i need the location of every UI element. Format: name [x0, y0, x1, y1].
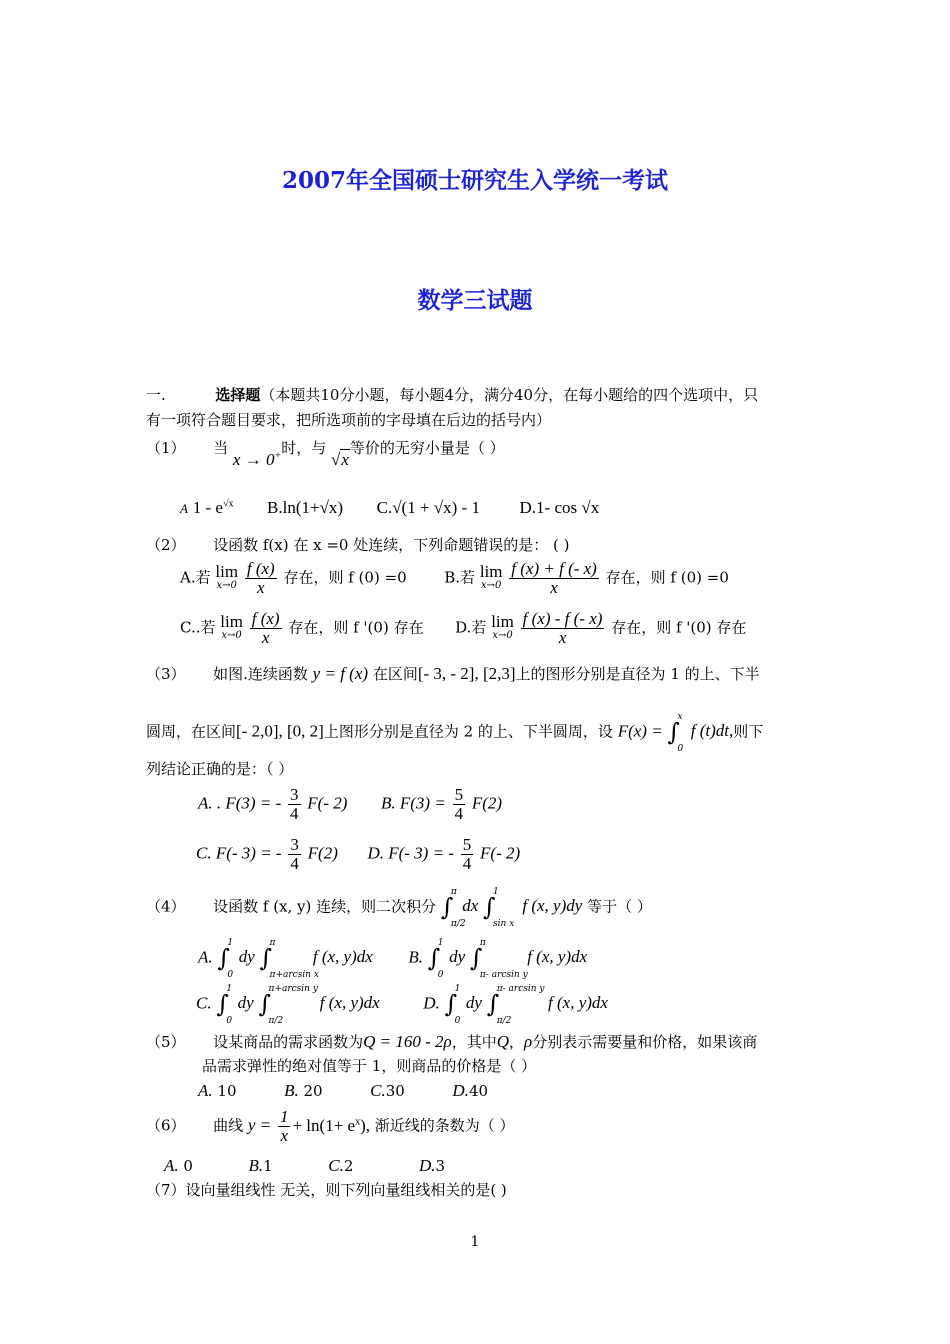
q5-opt-d-label: D. [452, 1081, 469, 1100]
q4-opt-a-tail: f (x, y)dx [312, 947, 373, 967]
q3-opt-b-tail: F(2) [471, 793, 503, 813]
section-number: 一. [146, 386, 166, 404]
q1-text-c: 等价的无穷小量是（ ） [349, 439, 505, 457]
q5-opt-b-label: B. [284, 1081, 299, 1100]
q2-opt-d-label: D.若 [455, 618, 487, 637]
q3-frac-d: $\frac{5}{4}$ [462, 835, 472, 873]
q2-opt-b-tail: 存在，则 f (0) =0 [605, 568, 729, 587]
q3-line2c: 则下 [733, 722, 764, 741]
q2-opt-d-tail: 存在，则 f '(0) 存在 [611, 618, 747, 637]
q4-integral-1: ∫ π π/2 [440, 887, 466, 929]
q2-opt-c-tail: 存在，则 f '(0) 存在 [288, 618, 424, 637]
q4-opt-d-label: D. [423, 993, 440, 1013]
q2-opt-c-label: C..若 [180, 618, 216, 637]
q2-lim-a: lim x→0 [215, 561, 239, 591]
question-7: （7）设向量组线性 无关，则下列向量组线相关的是( ) [146, 1181, 507, 1199]
q4-opt-c-label: C. [196, 993, 212, 1013]
q5-line1d: 分别表示需要量和价格，如果该商 [532, 1033, 758, 1051]
q5-opt-c-label: C. [370, 1081, 386, 1100]
q3-opt-d-tail: F(- 2) [480, 843, 521, 863]
q4-integral-2: ∫ 1 sin x [483, 887, 515, 929]
q4-opt-c-int1: ∫ 1 0 [216, 984, 233, 1026]
section-label: 选择题 [215, 386, 261, 404]
q3-line1c: 上的图形分别是直径为 1 的上、下半 [515, 665, 760, 683]
q3-interval1: [- 3, - 2], [2,3] [417, 664, 516, 683]
q4-opt-a-int2: ∫ π π+arcsin x [259, 938, 319, 980]
q4-text-b: 等于（ ） [587, 897, 652, 916]
q6-opt-d-label: D. [418, 1156, 436, 1175]
q2-text: 设函数 f(x) 在 x =0 处连续，下列命题错误的是： ( ) [213, 536, 570, 554]
q1-condition: x → 0+ [232, 450, 282, 469]
q3-func: y = f (x) [312, 664, 369, 683]
q1-root: √x [331, 450, 349, 469]
q3-frac-b: $\frac{5}{4}$ [454, 785, 464, 823]
q2-lim-d: lim x→0 [491, 611, 514, 641]
q2-opt-a-tail: 存在，则 f (0) =0 [283, 568, 407, 587]
q4-opt-b-dy: dy [449, 947, 466, 967]
q6-opt-a-value: 0 [183, 1157, 193, 1175]
q6-text-b: 渐近线的条数为（ ） [374, 1116, 515, 1135]
q3-opt-a: A. . F(3) = - [198, 793, 282, 813]
q6-opt-a-label: A. [164, 1156, 179, 1175]
question-1 [146, 438, 505, 469]
q2-opt-b-label: B.若 [444, 568, 476, 587]
q3-integrand: f (t)dt, [690, 721, 734, 741]
q6-opt-b-label: B. [248, 1156, 264, 1175]
q3-opt-b: B. F(3) = [380, 793, 446, 813]
q3-opt-c: C. F(- 3) = - [196, 843, 282, 863]
q2-opt-a-label: A.若 [180, 568, 211, 587]
q5-opt-d-value: 40 [468, 1082, 489, 1100]
q4-opt-d-int2: ∫ π- arcsin y π/2 [486, 984, 545, 1026]
q3-opt-d: D. F(- 3) = - [367, 843, 454, 863]
q3-line1b: 在区间 [372, 665, 418, 683]
q4-opt-d-int1: ∫ 1 0 [444, 984, 461, 1026]
q6-frac: $\frac{1}{x}$ [279, 1107, 289, 1145]
q4-opt-b-tail: f (x, y)dx [527, 947, 588, 967]
question-3 [146, 664, 760, 684]
question-2 [146, 536, 569, 554]
q1-opt-a: $1 - e^{√x}$ [192, 498, 234, 517]
q3-line-2 [146, 712, 764, 754]
q4-opt-c-int2: ∫ π+arcsin y π/2 [258, 984, 318, 1026]
q5-rho: ρ [524, 1032, 533, 1051]
q2-frac-d: $\frac{f (x) - f (- x)}{x}$ [522, 609, 603, 647]
section-instructions-2: 有一项符合题目要求，把所选项前的字母填在后边的括号内） [146, 411, 552, 429]
section-instructions-1: （本题共10分小题，每小题4分，满分40分，在每小题给的四个选项中，只 [260, 386, 759, 404]
q1-options [180, 498, 599, 518]
q2-frac-b: $\frac{f (x) + f (- x)}{x}$ [511, 559, 597, 597]
q3-row-2 [196, 836, 520, 873]
q1-opt-a-label: A [180, 501, 188, 516]
q2-lim-c: lim x→0 [220, 611, 243, 641]
q1-opt-b: B.ln(1+√x) [267, 498, 344, 517]
q5-opt-c-value: 30 [385, 1082, 405, 1100]
q3-interval2: [- 2,0], [0, 2] [236, 721, 324, 741]
q3-Fx: F(x) = [617, 721, 663, 741]
section-header [146, 386, 758, 404]
q6-opt-d-value: 3 [435, 1157, 446, 1175]
q4-row-1 [198, 938, 588, 980]
q4-integrand: f (x, y)dy [522, 896, 583, 916]
q5-line1a: 设某商品的需求函数为 [213, 1033, 364, 1051]
q6-expr: + $\ln(1+ e^x)$, [292, 1115, 370, 1135]
q3-integral: ∫ x 0 [667, 712, 684, 754]
q4-opt-d-tail: f (x, y)dx [548, 993, 608, 1013]
q2-lim-b: lim x→0 [479, 561, 503, 591]
q4-text-a: 设函数 f (x, y) 连续，则二次积分 [213, 897, 437, 916]
page-number: 1 [470, 1234, 480, 1250]
q3-line2b: 上图形分别是直径为 2 的上、下半圆周，设 [323, 722, 613, 741]
q5-opt-a-label: A. [198, 1081, 213, 1100]
q6-y: y = [247, 1115, 272, 1135]
q2-frac-a: $\frac{f (x)}{x}$ [246, 559, 275, 597]
q1-text-b: 时，与 [281, 439, 327, 457]
q3-frac-a: $\frac{3}{4}$ [290, 785, 299, 823]
q1-opt-c: C.√(1 + √x) - 1 [376, 498, 480, 517]
q5-opt-a-value: 10 [217, 1082, 237, 1100]
q3-line2a: 圆周，在区间 [146, 722, 237, 741]
q3-opt-c-tail: F(2) [307, 843, 338, 863]
q6-opt-c-value: 2 [343, 1157, 354, 1175]
q5-line1b: ，其中 [451, 1033, 497, 1051]
q5-options [198, 1081, 488, 1101]
q4-opt-b-int1: ∫ 1 0 [427, 938, 444, 980]
q5-equation: Q = 160 - 2ρ [363, 1032, 452, 1051]
question-5 [146, 1032, 757, 1052]
q3-line1a: 如图.连续函数 [213, 665, 308, 683]
q4-opt-a-int1: ∫ 1 0 [217, 938, 234, 980]
q4-dx: dx [462, 896, 479, 916]
q3-number: （3） [146, 665, 186, 683]
q1-number: （1） [146, 439, 186, 457]
q6-opt-b-value: 1 [263, 1157, 273, 1175]
q4-opt-a-label: A. [198, 947, 213, 967]
q4-opt-a-dy: dy [238, 947, 255, 967]
q6-number: （6） [146, 1116, 186, 1135]
q6-opt-c-label: C. [328, 1156, 344, 1175]
question-6 [146, 1108, 515, 1145]
document-subtitle: 数学三试题 [417, 287, 533, 314]
q1-opt-d: D.1- cos √x [519, 498, 600, 517]
q5-q: Q [496, 1032, 509, 1051]
q5-line1c: ， [509, 1033, 525, 1051]
q3-line-3: 列结论正确的是：（ ） [146, 760, 294, 778]
q3-row-1 [198, 786, 502, 823]
q4-row-2 [196, 984, 608, 1026]
q3-opt-a-tail: F(- 2) [307, 793, 348, 813]
q6-options [164, 1156, 445, 1176]
q4-opt-d-dy: dy [465, 993, 482, 1013]
q1-text-a: 当 [213, 439, 229, 457]
q2-row-2 [180, 610, 746, 647]
q2-row-1 [180, 560, 729, 597]
q4-opt-c-dy: dy [237, 993, 254, 1013]
q4-opt-b-label: B. [408, 947, 423, 967]
q2-frac-c: $\frac{f (x)}{x}$ [251, 609, 280, 647]
q3-frac-c: $\frac{3}{4}$ [290, 835, 299, 873]
document-title: 2007年全国硕士研究生入学统一考试 [281, 167, 668, 194]
question-4 [146, 887, 652, 929]
q4-opt-c-tail: f (x, y)dx [319, 993, 380, 1013]
q5-number: （5） [146, 1033, 186, 1051]
q2-number: （2） [146, 536, 186, 554]
q5-opt-b-value: 20 [303, 1082, 323, 1100]
q4-opt-b-int2: ∫ π π- arcsin y [469, 938, 528, 980]
q5-line-2: 品需求弹性的绝对值等于 1，则商品的价格是（ ） [202, 1057, 537, 1075]
q4-number: （4） [146, 897, 186, 916]
q6-text-a: 曲线 [213, 1116, 244, 1135]
